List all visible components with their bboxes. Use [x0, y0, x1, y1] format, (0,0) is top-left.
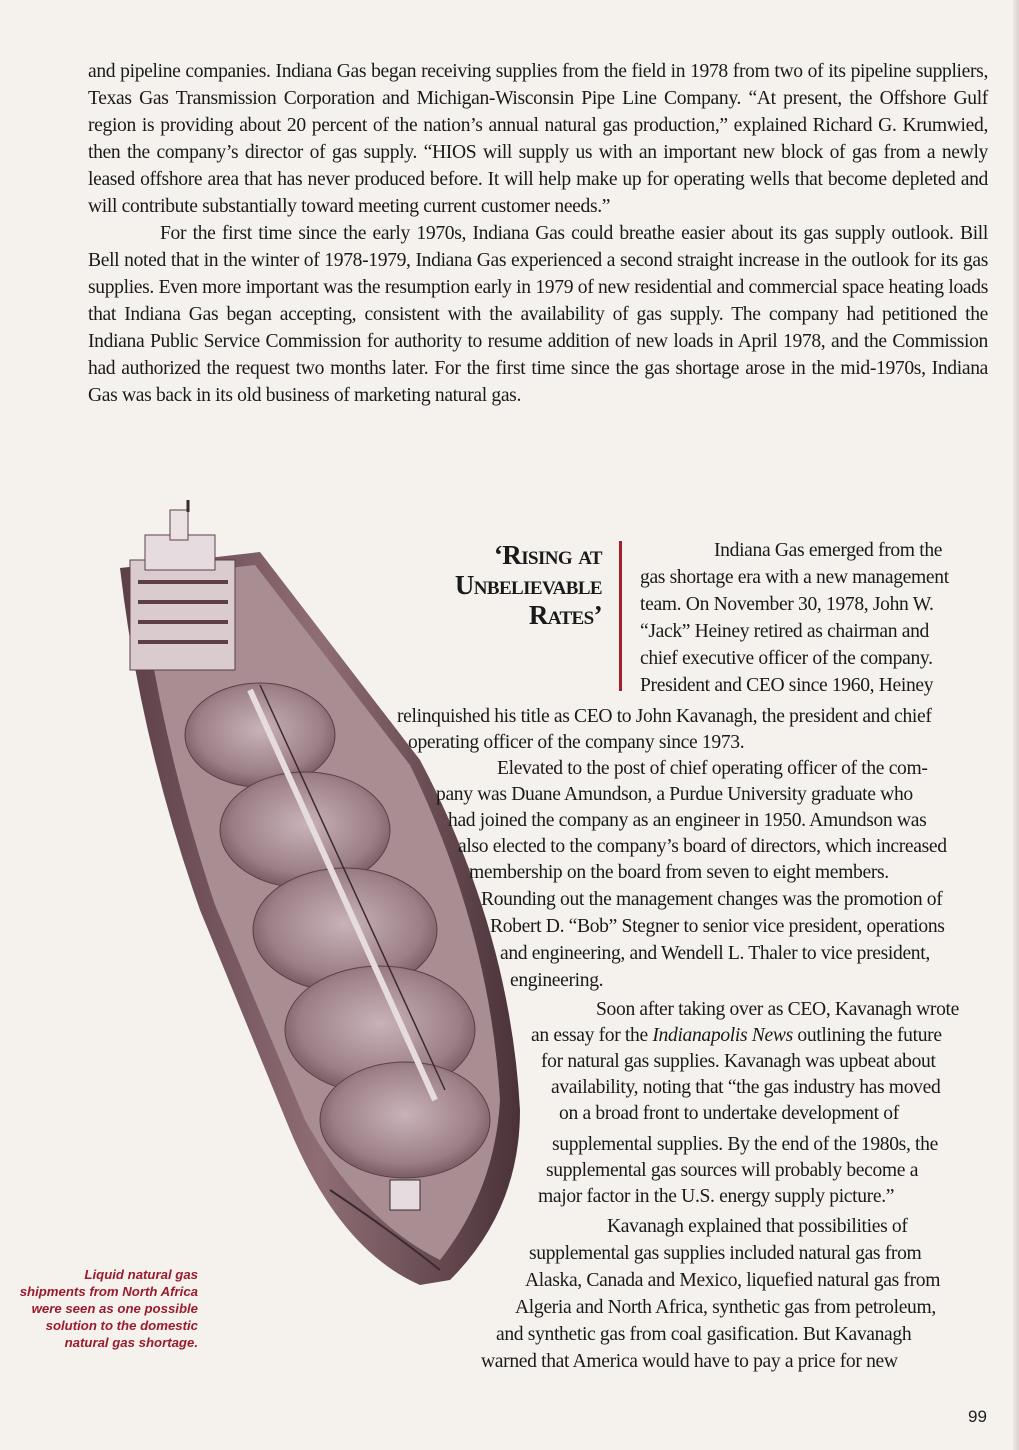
- text-line: Robert D. “Bob” Stegner to senior vice president, operations: [490, 916, 945, 937]
- text-line: operating officer of the company since 1973.: [408, 732, 745, 753]
- text-line: had joined the company as an engineer in 1950. Amundson was: [448, 810, 927, 831]
- text-line: Indiana Gas emerged from the: [714, 540, 943, 561]
- text-line: and synthetic gas from coal gasification. But Kavanagh: [496, 1324, 912, 1345]
- text-line: and engineering, and Wendell L. Thaler to vice president,: [500, 943, 930, 964]
- text-line: relinquished his title as CEO to John Kavanagh, the president and chief: [397, 706, 932, 727]
- text-line: also elected to the company’s board of directors, which increased: [458, 836, 947, 857]
- text-segment: outlining the future: [792, 1025, 942, 1046]
- paragraph: and pipeline companies. Indiana Gas began receiving supplies from the field in 1978 from two of its pipeline suppliers, Texas Gas Transmission Corporation and Michigan-Wisconsin Pipe Line Company. “At present, the Offshore Gulf region is providing about 20 percent of the nation’s annual natural gas production,” explained Richard G. Krumwied, then the company’s director of gas supply. “HIOS will supply us with an important new block of gas from a newly leased offshore area that has never produced before. It will help make up for operating wells that become depleted and will contribute substantially toward meeting current customer needs.”: [88, 61, 988, 217]
- text-line: availability, noting that “the gas industry has moved: [551, 1077, 941, 1098]
- text-segment: an essay for the: [531, 1025, 653, 1046]
- text-line: [531, 1022, 942, 1049]
- text-line: gas shortage era with a new management: [640, 567, 949, 588]
- heading-line: Unbelievable: [454, 570, 602, 600]
- newspaper-title: Indianapolis News: [652, 1025, 793, 1046]
- photo-caption: Liquid natural gas shipments from North Africa were seen as one possible solution to the domestic natural gas shortage.: [19, 1267, 198, 1350]
- text-line: President and CEO since 1960, Heiney: [640, 675, 934, 696]
- text-line: Elevated to the post of chief operating officer of the com-: [497, 758, 928, 779]
- text-line: chief executive officer of the company.: [640, 648, 933, 669]
- text-line: membership on the board from seven to eight members.: [469, 862, 889, 883]
- text-line: major factor in the U.S. energy supply picture.”: [538, 1186, 895, 1207]
- text-line: team. On November 30, 1978, John W.: [640, 594, 934, 615]
- text-line: Kavanagh explained that possibilities of: [607, 1216, 908, 1237]
- text-line: Algeria and North Africa, synthetic gas from petroleum,: [515, 1297, 936, 1318]
- text-line: Soon after taking over as CEO, Kavanagh wrote: [596, 999, 959, 1020]
- text-line: pany was Duane Amundson, a Purdue University graduate who: [436, 784, 913, 805]
- text-line: Alaska, Canada and Mexico, liquefied natural gas from: [525, 1270, 941, 1291]
- page-number: 99: [968, 1407, 987, 1426]
- page-edge: [1013, 0, 1019, 1450]
- text-line: warned that America would have to pay a price for new: [481, 1351, 898, 1372]
- text-line: on a broad front to undertake development of: [559, 1103, 899, 1124]
- paragraph: For the first time since the early 1970s, Indiana Gas could breathe easier about its gas supply outlook. Bill Bell noted that in the winter of 1978-1979, Indiana Gas experienced a second straight increase in the outlook for its gas supplies. Even more important was the resumption early in 1979 of new residential and commercial space heating loads that Indiana Gas began accepting, consistent with the availability of gas supply. The company had petitioned the Indiana Public Service Commission for authority to resume addition of new loads in April 1978, and the Commission had authorized the request two months later. For the first time since the gas shortage arose in the mid-1970s, Indiana Gas was back in its old business of marketing natural gas.: [88, 223, 988, 406]
- text-line: supplemental supplies. By the end of the 1980s, the: [552, 1134, 938, 1155]
- heading-line: ‘Rising at: [493, 540, 602, 570]
- text-line: “Jack” Heiney retired as chairman and: [640, 621, 929, 642]
- body-text-top: [88, 58, 988, 409]
- text-line: engineering.: [510, 970, 604, 991]
- text-line: supplemental gas supplies included natural gas from: [529, 1243, 922, 1264]
- heading-line: Rates’: [528, 600, 602, 630]
- accent-rule: [619, 541, 622, 691]
- text-line: supplemental gas sources will probably become a: [546, 1160, 919, 1181]
- text-line: Rounding out the management changes was the promotion of: [481, 889, 943, 910]
- section-heading: [418, 540, 602, 630]
- text-line: for natural gas supplies. Kavanagh was upbeat about: [541, 1051, 936, 1072]
